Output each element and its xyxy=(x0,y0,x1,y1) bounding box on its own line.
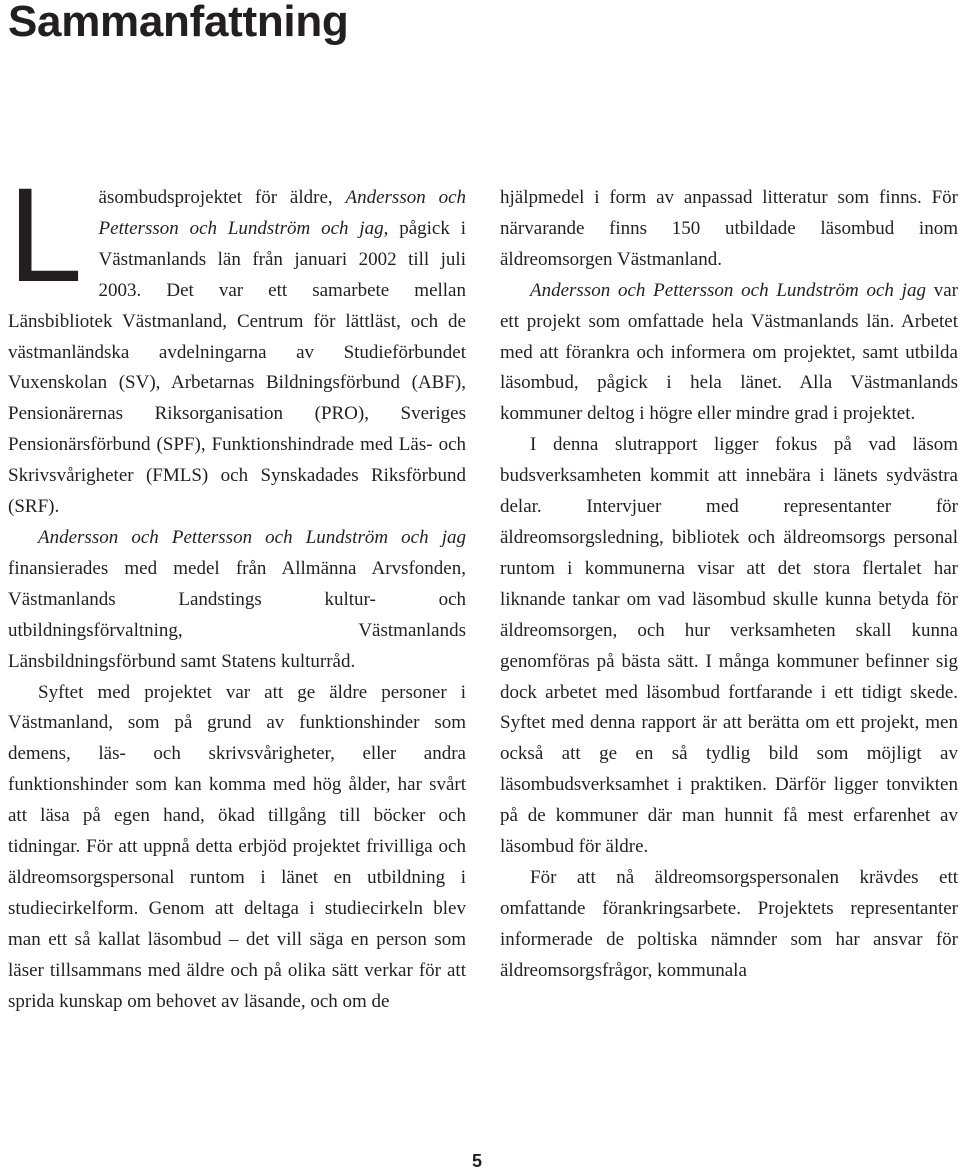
project-name: Andersson och Pettersson och Lundström och jag xyxy=(38,526,466,548)
project-name: Andersson och Pettersson och Lundström och jag xyxy=(530,279,926,301)
left-column xyxy=(8,161,467,1017)
paragraph-scope xyxy=(500,276,958,431)
funding-text: finansierades med medel från Allmänna Arvsfonden, Västmanlands Landstings kultur- och utbildningsförvaltning, Västmanlands Länsbildningsförbund samt Statens kulturråd. xyxy=(8,557,466,672)
page-number: 5 xyxy=(472,1151,483,1171)
right-column xyxy=(500,183,958,987)
paragraph-purpose: Syftet med projektet var att ge äldre personer i Västmanland, som på grund av funktionshinder som demens, läs- och skrivsvårigheter, eller andra funktionshinder som kan komma med hög ålder, har svårt att läsa på egen hand, ökad tillgång till böcker och tidningar. För att uppnå detta erbjöd projektet frivilliga och äldreomsorgspersonal runtom i länet en utbildning i studiecirkelform. Genom att deltaga i studiecirkeln blev man ett så kallat läsombud – det vill säga en person som läser tillsammans med äldre och på olika sätt verkar för att sprida kunskap om behovet av läsande, och om de xyxy=(8,681,466,1012)
project-name: Andersson och Pettersson och Lundström och jag xyxy=(98,187,467,239)
scope-text: var ett projekt som omfattade hela Västmanlands län. Arbetet med att förankra och informera om projektet, samt utbilda läsombud, pågick i hela länet. Alla Västmanlands kommuner deltog i högre eller mindre grad i projektet. xyxy=(500,279,958,425)
drop-cap: L xyxy=(8,161,83,310)
paragraph-continued: hjälpmedel i form av anpassad litteratur som finns. För närvarande finns 150 utbildade läsombud inom äldreomsorgen Västmanland. xyxy=(500,187,958,270)
intro-text-rest: , pågick i Västmanlands län från januari 2002 till juli 2003. Det var ett samarbete mellan Länsbibliotek Västmanland, Centrum för lättläst, och de västmanländska avdelningarna av Studieförbundet Vuxenskolan (SV), Arbetarnas Bildningsförbund (ABF), Pensionärernas Riksorganisation (PRO), Sveriges Pensionärsförbund (SPF), Funktionshindrade med Läs- och Skrivsvårigheter (FMLS) och Synskadades Riksförbund (SRF). xyxy=(8,217,466,518)
paragraph-intro xyxy=(8,161,467,523)
paragraph-anchoring: För att nå äldreomsorgspersonalen krävdes ett omfattande förankringsarbete. Projektets representanter informerade de poltiska nämnder som har ansvar för äldreomsorgsfrågor, kommunala xyxy=(500,866,958,981)
intro-text-start: äsombudsprojektet för äldre, xyxy=(98,187,346,208)
page-title: Sammanfattning xyxy=(8,0,349,46)
paragraph-report-focus: I denna slutrapport ligger fokus på vad läsom budsverksamheten kommit att innebära i länets sydvästra delar. Intervjuer med representanter för äldreomsorgsledning, bibliotek och äldreomsorgs personal runtom i kommunerna visar att det stora flertalet har liknande tankar om vad läsombud skulle kunna betyda för äldreomsorgen, och hur verksamheten skall kunna genomföras på bästa sätt. I många kommuner befinner sig dock arbetet med läsombud fortfarande i ett tidigt skede. Syftet med denna rapport är att berätta om ett projekt, men också att ge en så tydlig bild som möjligt av läsombudsverksamhet i praktiken. Därför ligger tonvikten på de kommuner där man hunnit få mest erfarenhet av läsombud för äldre. xyxy=(500,434,958,858)
paragraph-funding xyxy=(8,523,466,678)
